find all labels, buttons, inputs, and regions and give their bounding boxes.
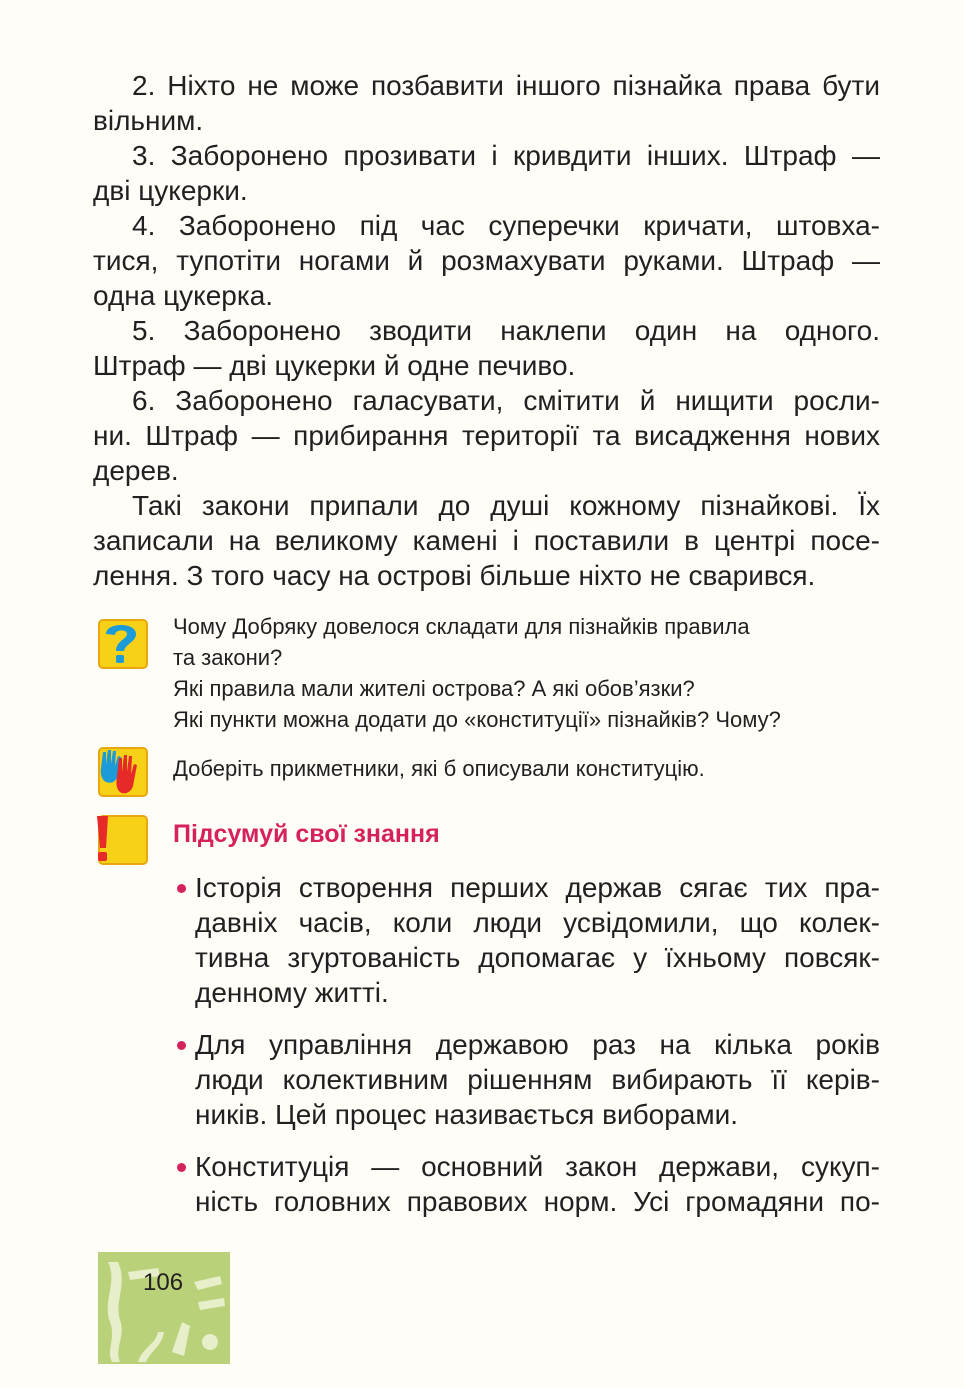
bullet-1-line-1: Історія створення перших держав сягає тих пра- [195,872,880,903]
question-mark-icon [93,614,149,670]
bullet-1-line-2: давніх часів, коли люди усвідомили, що колек- [195,907,880,938]
bullet-3-line-2: ність головних правових норм. Усі громадяни по- [195,1186,880,1217]
rule-3-line-1: 3. Заборонено прозивати і кривдити інших. Штраф — [132,140,880,171]
rule-5-line-2: Штраф — дві цукерки й одне печиво. [93,350,576,381]
page-number: 106 [143,1269,184,1296]
bullet-2-line-2: люди колективним рішенням вибирають її керів- [195,1064,880,1095]
task-text: Доберіть прикметники, які б описували конституцію. [173,756,705,781]
bullet-marker [177,1041,186,1050]
rule-6-line-3: дерев. [93,455,179,486]
closing-line-1: Такі закони припали до душі кожному пізнайкові. Їх [132,490,880,521]
rule-5-line-1: 5. Заборонено зводити наклепи один на одного. [132,315,880,346]
rule-2-line-2: вільним. [93,105,204,136]
exclamation-icon [93,810,149,866]
hands-icon [93,742,149,798]
question-line-4: Які пункти можна додати до «конституції» пізнайків? Чому? [173,707,781,732]
question-line-2: та закони? [173,645,283,670]
rule-4-line-3: одна цукерка. [93,280,274,311]
rule-2-line-1: 2. Ніхто не може позбавити іншого пізнайка права бути [132,70,880,101]
rule-3-line-2: дві цукерки. [93,175,248,206]
closing-line-3: лення. З того часу на острові більше ніхто не сварився. [93,560,816,591]
rule-6-line-2: ни. Штраф — прибирання території та висадження нових [93,420,880,451]
bullet-marker [177,1163,186,1172]
bullet-2-line-1: Для управління державою раз на кілька років [195,1029,880,1060]
rule-4-line-1: 4. Заборонено під час суперечки кричати, штовха- [132,210,880,241]
question-line-3: Які правила мали жителі острова? А які обов’язки? [173,676,695,701]
summary-title: Підсумуй свої знання [173,820,440,848]
bullet-3-line-1: Конституція — основний закон держави, сукуп- [195,1151,880,1182]
rule-6-line-1: 6. Заборонено галасувати, смітити й нищити росли- [132,385,880,416]
closing-line-2: записали на великому камені і поставили в центрі посе- [93,525,880,556]
bullet-marker [177,884,186,893]
question-line-1: Чому Добряку довелося складати для пізнайків правила [173,614,750,639]
bullet-1-line-4: денному житті. [195,977,389,1008]
bullet-1-line-3: тивна згуртованість допомагає у їхньому повсяк- [195,942,880,973]
bullet-2-line-3: ників. Цей процес називається виборами. [195,1099,739,1130]
rule-4-line-2: тися, тупотіти ногами й розмахувати руками. Штраф — [93,245,880,276]
